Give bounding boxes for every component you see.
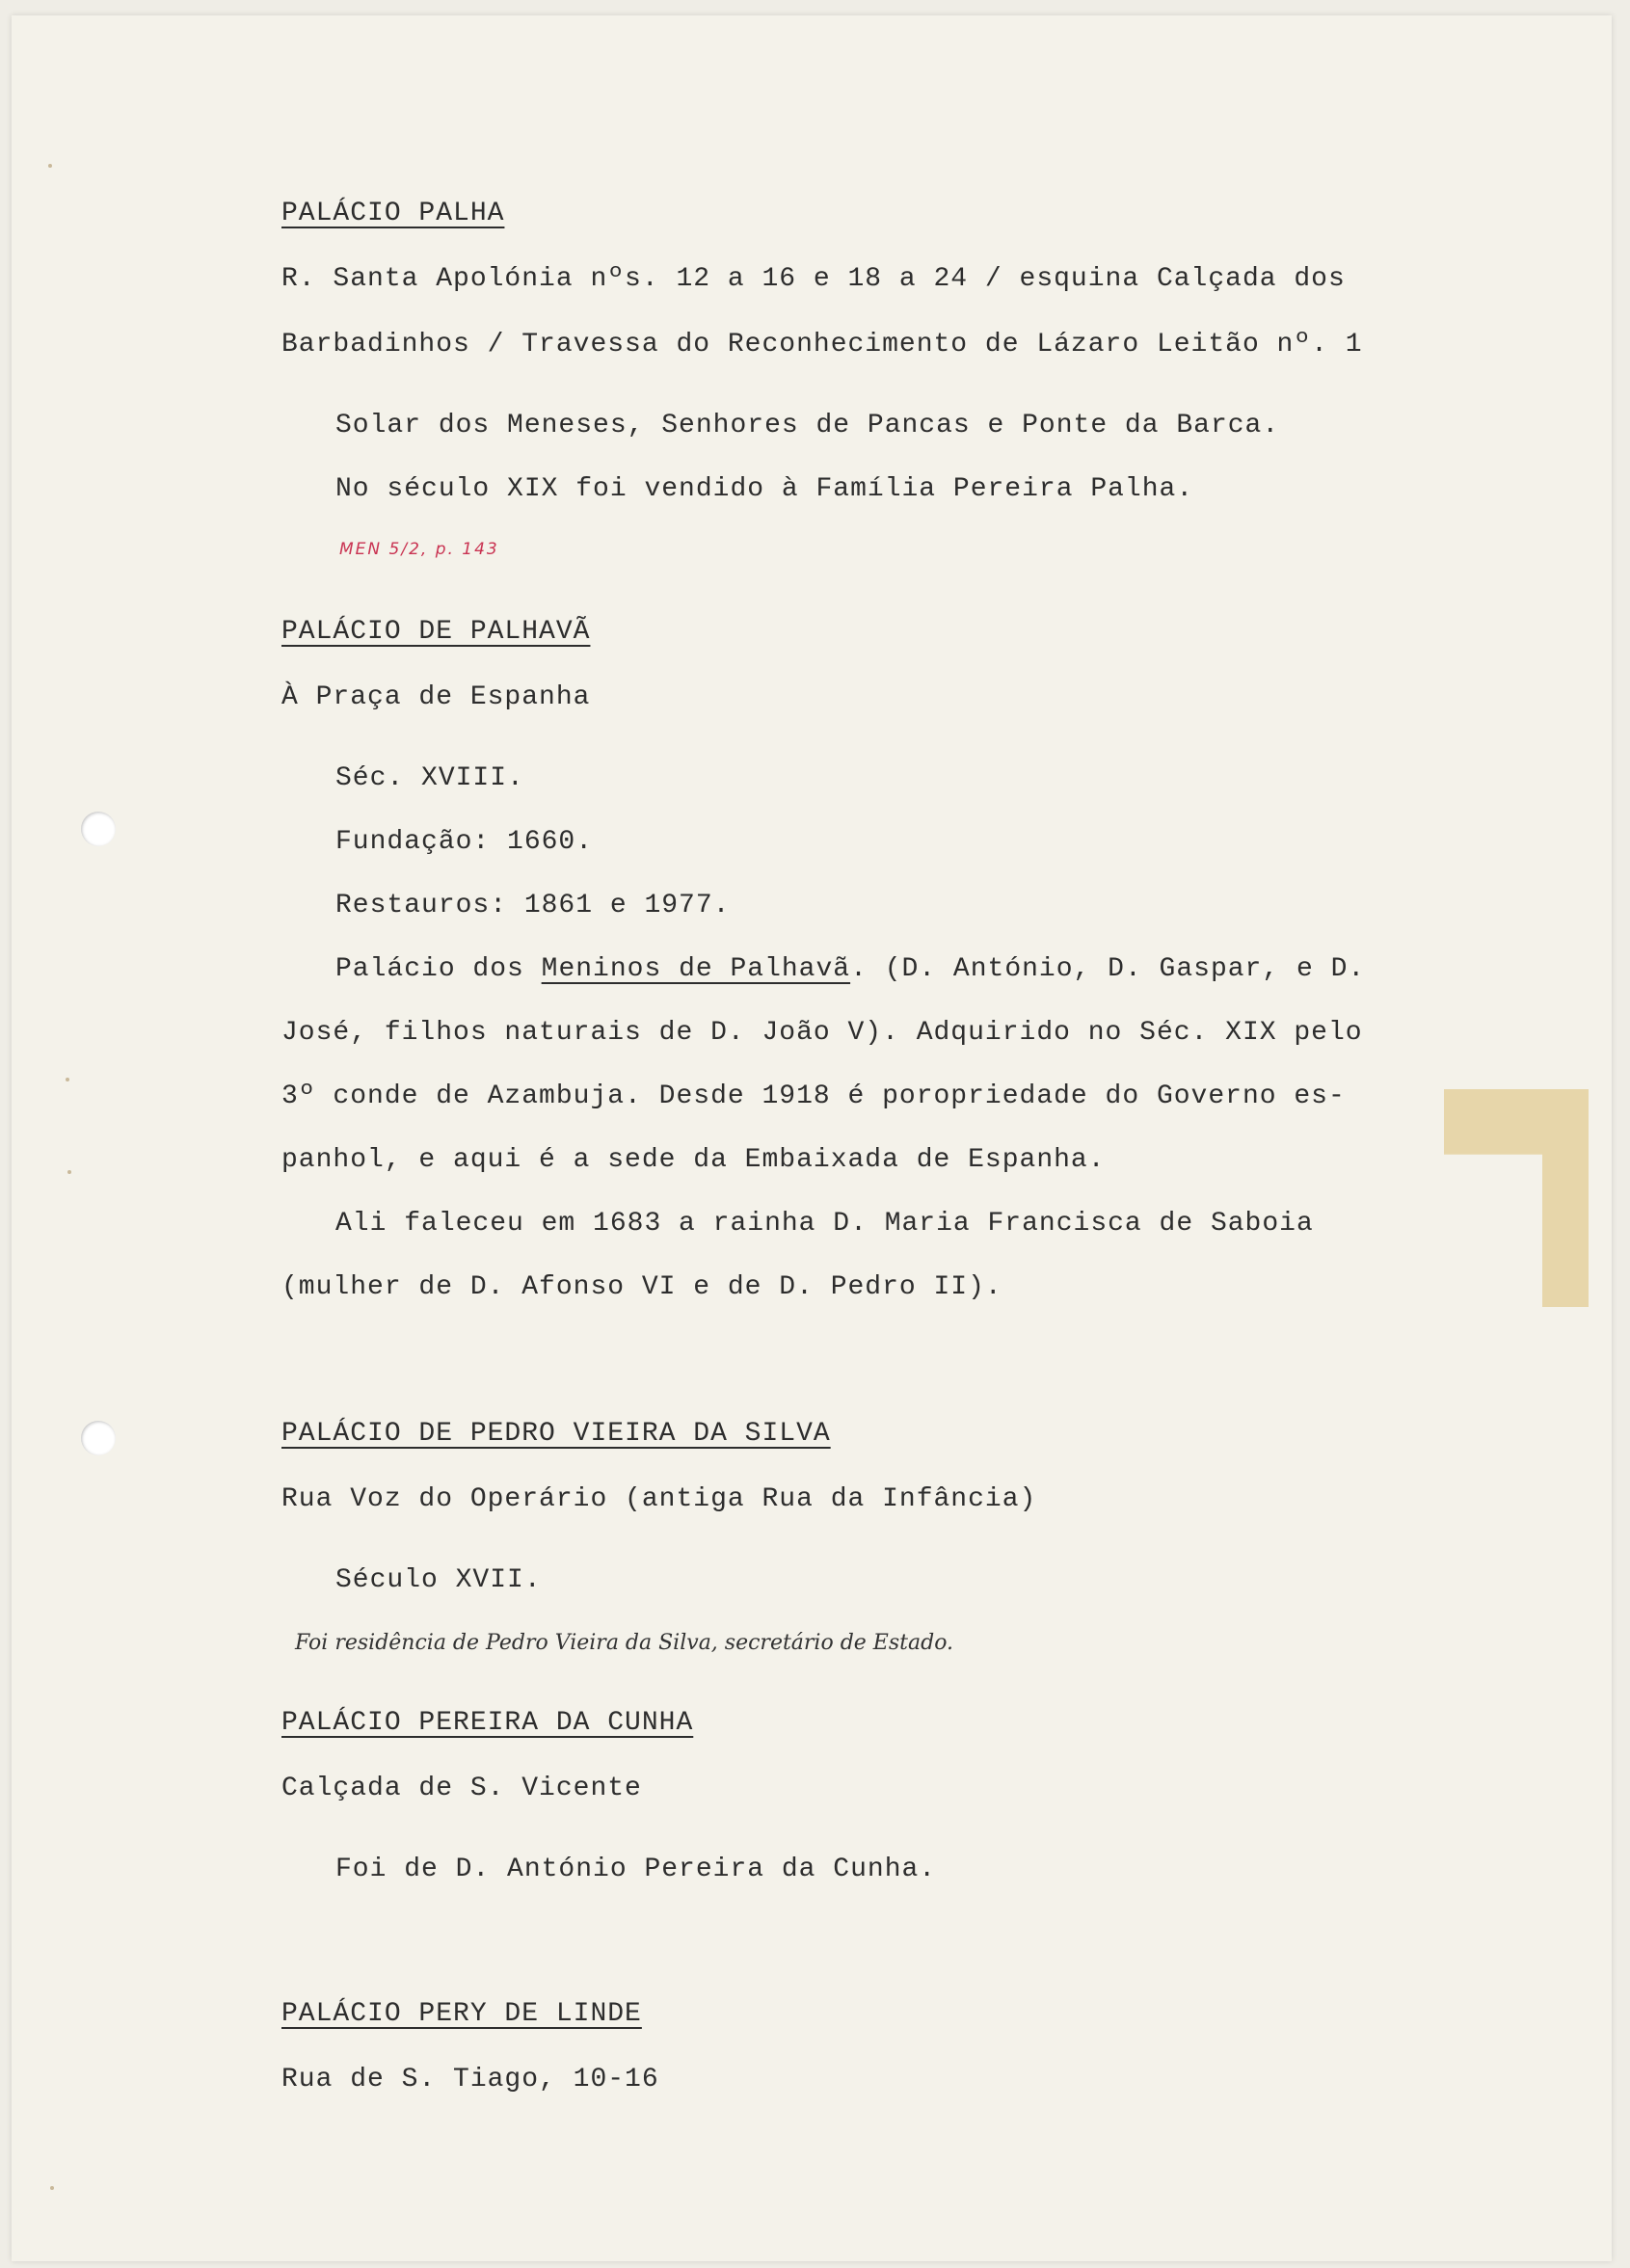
entry-address: Rua Voz do Operário (antiga Rua da Infância) (281, 1484, 1037, 1514)
handwritten-note: Foi residência de Pedro Vieira da Silva, secretário de Estado. (295, 1631, 954, 1655)
entry-title: PALÁCIO PERY DE LINDE (281, 1999, 642, 2029)
punch-hole (81, 1421, 116, 1455)
underlined-text: Meninos de Palhavã (541, 954, 851, 984)
entry-address: Rua de S. Tiago, 10-16 (281, 2065, 659, 2095)
entry-paragraph: 3º conde de Azambuja. Desde 1918 é poropriedade do Governo es- (281, 1081, 1346, 1111)
entry-paragraph: Ali faleceu em 1683 a rainha D. Maria Francisca de Saboia (335, 1209, 1314, 1239)
paper-speck (66, 1078, 69, 1081)
paragraph-text: . (D. António, D. Gaspar, e D. (850, 954, 1366, 984)
entry-title: PALÁCIO PALHA (281, 199, 505, 228)
paragraph-text: Palácio dos (335, 954, 542, 984)
entry-address: À Praça de Espanha (281, 682, 591, 712)
entry-paragraph: panhol, e aqui é a sede da Embaixada de Espanha. (281, 1145, 1106, 1175)
entry-text: Solar dos Meneses, Senhores de Pancas e Ponte da Barca. (335, 411, 1280, 440)
paper-speck (48, 164, 52, 168)
handwritten-reference: MEN 5/2, p. 143 (339, 540, 499, 559)
entry-paragraph: José, filhos naturais de D. João V). Adquirido no Séc. XIX pelo (281, 1018, 1363, 1048)
punch-hole (81, 812, 116, 846)
entry-text: Foi de D. António Pereira da Cunha. (335, 1854, 937, 1884)
entry-restorations: Restauros: 1861 e 1977. (335, 891, 731, 921)
entry-century: Século XVII. (335, 1565, 542, 1595)
entry-foundation: Fundação: 1660. (335, 827, 594, 857)
entry-title: PALÁCIO PEREIRA DA CUNHA (281, 1708, 694, 1738)
entry-title: PALÁCIO DE PALHAVÃ (281, 617, 591, 647)
entry-century: Séc. XVIII. (335, 763, 524, 793)
entry-address: R. Santa Apolónia nºs. 12 a 16 e 18 a 24 / esquina Calçada dos (281, 264, 1346, 294)
entry-address: Calçada de S. Vicente (281, 1774, 642, 1803)
entry-text: No século XIX foi vendido à Família Pereira Palha. (335, 474, 1194, 504)
paper-speck (67, 1170, 71, 1174)
entry-paragraph (335, 954, 1365, 984)
paper-speck (50, 2186, 54, 2190)
entry-address: Barbadinhos / Travessa do Reconhecimento de Lázaro Leitão nº. 1 (281, 330, 1363, 360)
entry-paragraph: (mulher de D. Afonso VI e de D. Pedro II). (281, 1272, 1002, 1302)
entry-title: PALÁCIO DE PEDRO VIEIRA DA SILVA (281, 1419, 831, 1449)
